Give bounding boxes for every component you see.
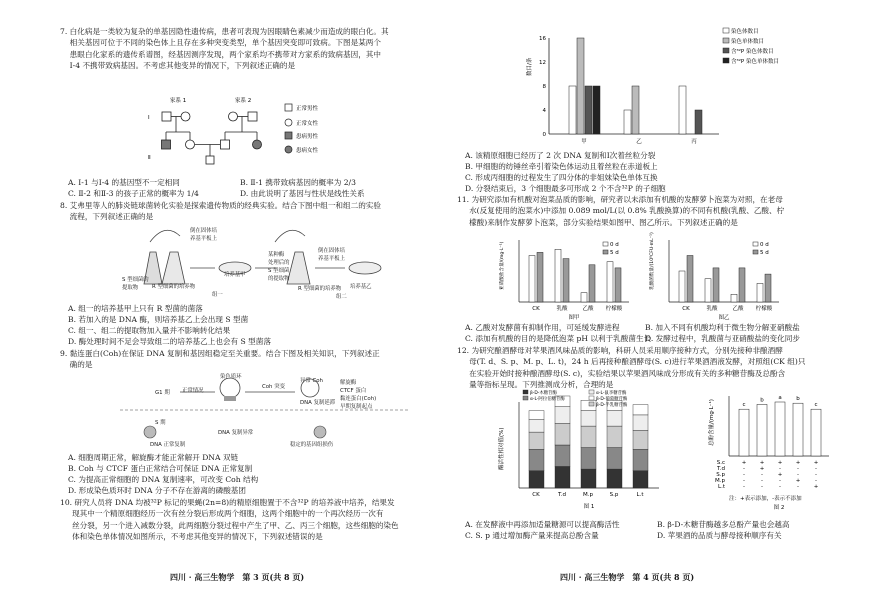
legend-label: 含³²P 染色体数目 [731, 49, 774, 55]
figure-caption: 图 2 [773, 505, 785, 511]
bar [563, 259, 569, 302]
q9-option-a: A. 细胞周期正常，解旋酶才能正常解开 DNA 双链 [68, 453, 239, 462]
row-sign: + [813, 484, 819, 490]
x-tick-label: S.p [609, 492, 619, 498]
x-tick-label: CK [532, 306, 540, 312]
legend-swatch [603, 250, 608, 254]
q12-option-c: C. S. p 通过增加酶产量来提高总酚含量 [465, 531, 599, 540]
legend-swatch [753, 242, 758, 246]
row-label: L.t [718, 484, 725, 490]
q9-damage-label: 稳定的基因组损伤 [290, 442, 334, 448]
legend-label: β-D-葡萄糖苷酶 [596, 397, 628, 402]
q10-stem: 10. 研究人员将 DNA 均被³²P 标记的果蝇(2n=8)的精原细胞置于不含³²P 的培养液中培养，结果发 现其中一个精原细胞经历一次有丝分裂后形成两个细胞，这两个细胞中的一个再次经历一次有 丝分裂，另一个进入减数分裂，此两细胞分裂过程中产生了甲、乙、丙三个细胞，这些细胞的染色 体和染色单体情况如图所示，不考虑其他变异的情况下，下列叙述错误的是 [60, 498, 399, 542]
stacked-bar-segment [555, 467, 570, 489]
row-sign: - [761, 484, 763, 490]
q9-legend-coh: 黏连蛋白(Coh) [340, 396, 377, 402]
row-label: T.d [717, 466, 725, 472]
bar [739, 268, 745, 302]
q9-coh-mutation-label: Coh 突变 [262, 384, 285, 390]
q9-legend-origin: 早期复制起点 [340, 404, 373, 410]
stacked-bar-segment [607, 411, 622, 426]
q9-abnormal-rep-label: DNA 复制异常 [218, 430, 254, 436]
q12-figure-1 [495, 388, 665, 516]
q8-medium-b-label: 培养基乙 [350, 284, 372, 290]
row-sign: - [761, 478, 763, 484]
legend-label: 5 d [760, 250, 769, 256]
bar [765, 274, 771, 302]
q8-pour-label: 倒在固体培 养基平板上 [190, 228, 217, 242]
gen2-label: Ⅱ [148, 155, 151, 161]
q8-s-extract-label: S 型细菌的 提取物 [122, 277, 149, 291]
stacked-bar-segment [529, 432, 544, 449]
x-tick-label: 乙 [636, 139, 642, 145]
stacked-bar-segment [555, 406, 570, 423]
bar [537, 252, 543, 302]
bar [529, 256, 535, 303]
legend-swatch [723, 48, 729, 53]
q12-figure-2 [705, 384, 845, 514]
x-tick-label: 乙酸 [582, 306, 594, 312]
stacked-bar-segment [581, 426, 596, 448]
legend-swatch [723, 38, 729, 43]
q10-bar-chart [525, 24, 785, 152]
q8-option-d: D. 酶处理时间不足会导致组二的培养基乙上也会有 S 型菌落 [68, 337, 271, 346]
y-axis-label: 亚硝酸盐含量/(mg·L⁻¹) [500, 241, 505, 290]
row-sign: - [797, 472, 799, 478]
q7-stem: 7. 白化病是一类较为复杂的单基因隐性遗传病，患者可表现为因眼睛色素减少而造成的眼白化。其 相关基因可位于不同的染色体上且存在多种突变类型，单个基因突变即可致病。下图是某两个 患眼白化家系的遗传系谱图，经基因测序发现，两个家系均不携带对方家系的致病基因，其中 Ⅰ-4 不携带致病基因。不考虑其他变异的情况下，下列叙述正确的是 [60, 27, 389, 71]
row-sign: - [815, 478, 817, 484]
y-axis-label: 数目/条 [527, 57, 533, 76]
x-tick-label: 甲 [581, 139, 587, 145]
significance-letter: c [814, 402, 818, 409]
q10-option-b: B. 甲细胞的纺锤丝牵引着染色体运动且着丝粒在赤道板上 [465, 162, 658, 171]
q9-s-label: S 期 [155, 420, 166, 426]
figure-caption: 图 1 [583, 504, 595, 510]
row-sign: + [741, 460, 747, 466]
x-tick-label: 丙 [691, 139, 697, 145]
legend-swatch [589, 390, 594, 394]
row-sign: + [813, 460, 819, 466]
figure-note: 注：+表示添加，-表示不添加 [729, 496, 802, 502]
stacked-bar-segment [529, 471, 544, 488]
x-tick-label: 柠檬酸 [605, 306, 623, 312]
significance-letter: b [760, 397, 764, 404]
stacked-bar-segment [607, 469, 622, 488]
q12-stem: 12. 为研究酿酒酵母对苹果酒风味品质的影响，科研人员采用顺序接种方式，分别先接种非酿酒酵 母(T. d、S. p、M. p、L. t)，24 h 后再接种酿酒酵母(S. c)进行苹果酒酒液发酵，对照组(CK 组)只 在实验开始时接种酿酒酵母(S. c)，实验结果以苹果酒风味成分形成有关的多种糖苷酶及总酚含 量等指标呈现。下列推测成分析，合理的是 [457, 346, 806, 390]
row-sign: + [759, 466, 765, 472]
row-label: S.p [716, 472, 725, 478]
row-sign: - [743, 484, 745, 490]
q11-option-c: C. 添加有机酸的目的是降低泡菜 pH 以利于乳酸菌生长 [465, 334, 652, 343]
legend-label: 染色单体数目 [731, 39, 765, 45]
bar [615, 268, 621, 302]
stacked-bar-segment [555, 445, 570, 467]
q8-group2-label: 组二 [336, 294, 347, 300]
family1-label: 家系 1 [170, 98, 187, 104]
bar [632, 86, 639, 134]
legend-label: β-D-半乳糖苷酶 [596, 403, 628, 408]
stacked-bar-segment [633, 449, 648, 471]
legend-normal-male: 正常男性 [296, 106, 319, 112]
q7-option-a: A. Ⅰ-1 与Ⅰ-4 的基因型不一定相同 [68, 178, 180, 187]
bar [679, 271, 685, 302]
q8-r-culture2-label: R 型细菌的培养物 [298, 286, 342, 292]
q9-chromatin-label: 染色质环 [220, 374, 242, 380]
y-axis-label: 乳酸菌数量/(10⁸CFU·mL⁻¹) [650, 232, 655, 290]
stacked-bar-segment [607, 426, 622, 448]
significance-letter: c [742, 402, 746, 409]
gen1-label: Ⅰ [148, 115, 150, 121]
q9-g1-label: G1 期 [155, 390, 170, 396]
stacked-bar-segment [633, 430, 648, 449]
q8-medium-a-label: 培养基甲 [224, 272, 246, 278]
stacked-bar-segment [581, 448, 596, 470]
row-sign: + [777, 472, 783, 478]
q11-option-d: D. 发酵过程中，乳酸菌与亚硝酸盐的变化同步 [645, 334, 800, 343]
q8-option-a: A. 组一的培养基甲上只有 R 型菌的菌落 [68, 304, 203, 313]
q8-pour2-label: 倒在固体培 养基平板上 [318, 248, 345, 262]
pedigree-chart [145, 92, 355, 172]
bar [581, 293, 587, 302]
legend-label: 0 d [760, 242, 769, 248]
q7-option-c: C. Ⅱ-2 和Ⅱ-3 的孩子正常的概率为 1/4 [68, 189, 199, 198]
stacked-bar-segment [555, 424, 570, 446]
q8-group1-label: 组一 [212, 292, 223, 298]
stacked-bar-segment [581, 411, 596, 426]
stacked-bar-segment [529, 449, 544, 471]
y-tick-label: 8 [542, 84, 546, 90]
legend-label: α-L-阿拉伯糖苷酶 [530, 397, 565, 402]
bar [757, 283, 763, 302]
legend-swatch [723, 58, 729, 63]
legend-swatch [603, 242, 608, 246]
bar [569, 86, 576, 134]
row-sign: + [795, 478, 801, 484]
bar [793, 403, 803, 456]
y-tick-label: 16 [539, 36, 546, 42]
x-tick-label: CK [532, 492, 540, 498]
q8-option-c: C. 组一、组二的提取物加入量并不影响转化结果 [68, 326, 231, 335]
bar [695, 110, 702, 134]
footer-page-3: 四川 · 高三生物学 第 3 页(共 8 页) [170, 572, 305, 582]
legend-normal-female: 正常女性 [296, 121, 319, 127]
bar [705, 279, 711, 302]
x-tick-label: 乳酸 [556, 306, 568, 312]
row-sign: + [777, 460, 783, 466]
legend-swatch [723, 28, 729, 33]
footer-page-4: 四川 · 高三生物学 第 4 页(共 8 页) [560, 572, 695, 582]
legend-swatch [753, 250, 758, 254]
bar [555, 249, 561, 302]
bar [589, 265, 595, 302]
y-tick-label: 12 [539, 60, 546, 66]
x-tick-label: CK [682, 306, 690, 312]
legend-swatch [523, 390, 528, 394]
figure-caption: 图乙 [718, 315, 730, 320]
bar [577, 38, 584, 134]
y-tick-label: 0 [542, 132, 546, 138]
bar [607, 262, 613, 302]
q7-option-d: D. 由此说明了基因与性状是线性关系 [240, 189, 365, 198]
q8-r-culture-label: R 型细菌的培养物 [152, 284, 196, 290]
row-sign: + [795, 460, 801, 466]
page-4 [435, 0, 870, 614]
q10-option-c: C. 形成丙细胞的过程发生了四分体的非姐妹染色单体互换 [465, 173, 658, 182]
bar [713, 268, 719, 302]
row-sign: - [761, 472, 763, 478]
legend-affected-male: 患病男性 [296, 134, 319, 140]
stacked-bar-segment [633, 405, 648, 415]
bar [679, 86, 686, 134]
significance-letter: b [796, 396, 800, 403]
q11-figure-a [495, 228, 635, 320]
row-label: M.p [715, 478, 725, 484]
q12-option-b: B. β-D-木糖苷酶越多总酚产量也会越高 [657, 520, 790, 529]
q9-normal-rep-label: DNA 正常复制 [150, 442, 186, 448]
bar [585, 86, 592, 134]
q9-option-c: C. 为提高正常细胞的 DNA 复制速率，可改变 Coh 结构 [68, 475, 259, 484]
q9-abnormal-coh-label: 异常 Coh [300, 378, 323, 384]
q12-option-a: A. 在发酵液中再添加适量糖源可以提高酶活性 [465, 520, 620, 529]
significance-letter: a [778, 395, 782, 401]
q11-option-b: B. 加入不同有机酸均利于微生物分解亚硝酸盐 [645, 323, 800, 332]
q9-legend-ctcf: CTCF 蛋白 [340, 388, 367, 394]
legend-label: 0 d [610, 242, 619, 248]
q12-option-d: D. 苹果酒的品质与酵母接种顺序有关 [657, 531, 782, 540]
bar [739, 409, 749, 456]
q9-delay-label: DNA 复制延滞 [300, 400, 336, 406]
q10-option-d: D. 分裂结束后，3 个细胞最多可形成 2 个不含³²P 的子细胞 [465, 184, 666, 193]
legend-label: 含³²P 染色单体数目 [731, 59, 779, 65]
row-sign: - [779, 466, 781, 472]
q10-option-a: A. 该精原细胞已经历了 2 次 DNA 复制和Ⅰ次着丝粒分裂 [465, 151, 656, 160]
bar [811, 409, 821, 456]
q9-legend-helicase: 解旋酶 [340, 380, 357, 386]
bar [624, 110, 631, 134]
legend-affected-female: 患病女性 [296, 148, 319, 154]
q11-stem: 11. 为研究添加有机酸对泡菜品质的影响，研究者以未添加有机酸的发酵萝卜泡菜为对照，在老母 水(反复使用的泡菜水)中添加 0.089 mol/L(以 0.8% 乳酸换算)的不同有机酸(乳酸、乙酸、柠 檬酸)来制作发酵萝卜泡菜，部分实验结果如图甲、图乙所示。下列叙述正确的是 [457, 195, 785, 227]
stacked-bar-segment [607, 448, 622, 470]
row-label: S.c [716, 460, 725, 466]
legend-label: β-D-木糖苷酶 [530, 391, 557, 396]
bar [593, 86, 600, 134]
bar [731, 294, 737, 302]
q7-option-b: B. Ⅱ-1 携带致病基因的概率为 2/3 [240, 178, 356, 187]
legend-swatch [589, 402, 594, 406]
q9-stem: 9. 黏连蛋白(Coh)在保证 DNA 复制和基因组稳定至关重要。结合下图及相关知识，下列叙述正 确的是 [60, 349, 380, 370]
y-axis-label: 总酚含量/(mg·L⁻¹) [709, 399, 715, 446]
row-sign: - [743, 472, 745, 478]
row-sign: - [743, 466, 745, 472]
row-sign: - [815, 466, 817, 472]
y-tick-label: 4 [542, 108, 546, 114]
q11-figure-b [645, 228, 795, 320]
q9-normal-label: 正常情况 [182, 388, 204, 394]
bar [687, 256, 693, 303]
bar [775, 402, 785, 456]
bar [757, 404, 767, 456]
stacked-bar-segment [581, 469, 596, 488]
y-axis-label: 酶活性相对值(%) [499, 427, 505, 470]
legend-label: α-L-鼠李糖苷酶 [596, 391, 627, 396]
stacked-bar-segment [633, 471, 648, 488]
x-tick-label: 乳酸 [706, 306, 718, 312]
legend-label: 染色体数目 [731, 29, 759, 35]
row-sign: - [815, 472, 817, 478]
q8-enzyme-label: 某种酶 处理后的 S 型细菌 的提取物 [268, 252, 290, 282]
row-sign: - [797, 484, 799, 490]
x-tick-label: M.p [583, 492, 593, 498]
q9-option-d: D. 形成染色质环时 DNA 分子不存在游离的磷酸基团 [68, 486, 246, 495]
x-tick-label: 乙酸 [732, 306, 744, 312]
legend-label: 5 d [610, 250, 619, 256]
row-sign: + [759, 460, 765, 466]
row-sign: - [779, 484, 781, 490]
legend-swatch [589, 396, 594, 400]
stacked-bar-segment [529, 411, 544, 420]
family2-label: 家系 2 [235, 98, 252, 104]
q8-stem: 8. 艾弗里等人的肺炎链球菌转化实验是探索遗传物质的经典实验。结合下图中组一和组二的实验 流程，下列叙述正确的是 [60, 201, 381, 222]
stacked-bar-segment [633, 415, 648, 430]
q8-option-b: B. 若加入的是 DNA 酶，则培养基乙上会出现 S 型菌 [68, 315, 249, 324]
x-tick-label: 柠檬酸 [755, 306, 773, 312]
q11-option-a: A. 乙酸对发酵菌有抑制作用，可延缓发酵进程 [465, 323, 620, 332]
stacked-bar-segment [529, 419, 544, 432]
x-tick-label: T.d [558, 492, 566, 498]
figure-caption: 图甲 [568, 315, 580, 320]
row-sign: - [779, 478, 781, 484]
row-sign: - [797, 466, 799, 472]
row-sign: - [743, 478, 745, 484]
q9-option-b: B. Coh 与 CTCF 蛋白正常结合可保证 DNA 正常复制 [68, 464, 253, 473]
x-tick-label: L.t [636, 492, 644, 498]
legend-swatch [523, 396, 528, 400]
